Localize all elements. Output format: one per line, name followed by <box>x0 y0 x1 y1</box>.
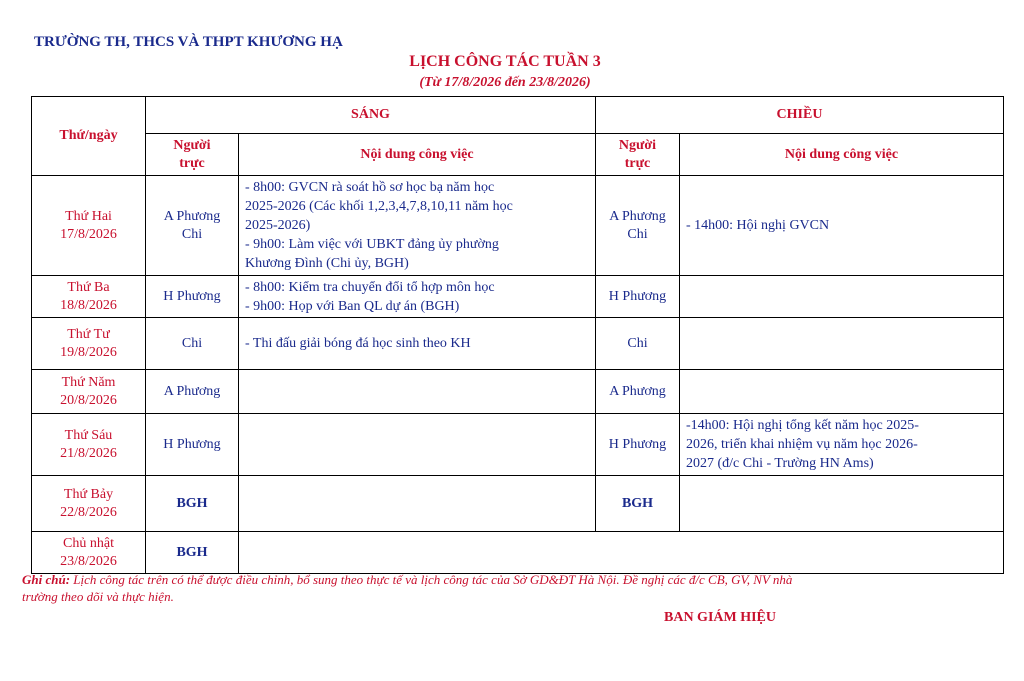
sunday-content <box>239 532 1004 574</box>
table-row <box>32 532 1004 574</box>
header-afternoon: CHIỀU <box>596 97 1004 134</box>
footnote-line: trường theo dõi và thực hiện. <box>22 589 174 604</box>
schedule-title-text: LỊCH CÔNG TÁC TUẦN 3 <box>409 53 601 70</box>
am-content <box>239 370 596 414</box>
am-content <box>239 176 596 276</box>
am-content-line: - 9h00: Họp với Ban QL dự án (BGH) <box>245 298 460 314</box>
pm-duty: A Phương <box>596 370 680 414</box>
pm-content-line: 2027 (đ/c Chi - Trường HN Ams) <box>686 456 874 471</box>
day-date: 17/8/2026 <box>60 226 117 242</box>
day-name: Thứ Ba <box>67 279 110 295</box>
day-name: Thứ Sáu <box>64 427 113 443</box>
day-name: Thứ Hai <box>65 208 112 224</box>
am-content-line: - Thi đấu giải bóng đá học sinh theo KH <box>245 336 471 351</box>
am-duty: BGH <box>146 532 239 574</box>
am-duty: BGH <box>146 476 239 532</box>
day-name: Thứ Tư <box>67 326 110 342</box>
table-row <box>32 318 1004 370</box>
am-content-line: - 8h00: GVCN rà soát hồ sơ học bạ năm học <box>245 180 495 195</box>
schedule-date-range <box>0 75 1024 91</box>
day-date: 19/8/2026 <box>60 344 117 360</box>
am-content-line: - 9h00: Làm việc với UBKT đảng ủy phường <box>245 237 499 252</box>
pm-duty: Chi <box>596 318 680 370</box>
pm-content <box>680 176 1004 276</box>
schedule-title <box>0 53 1024 71</box>
footnote <box>22 571 1012 605</box>
am-duty-line: A Phương <box>163 208 221 224</box>
school-name: TRƯỜNG TH, THCS VÀ THPT KHƯƠNG HẠ <box>34 34 343 50</box>
row-day <box>32 318 146 370</box>
day-name: Chủ nhật <box>63 535 114 551</box>
header-am-duty-line: Người <box>173 137 211 153</box>
pm-duty: H Phương <box>596 276 680 318</box>
row-day <box>32 532 146 574</box>
header-morning: SÁNG <box>146 97 596 134</box>
am-content <box>239 476 596 532</box>
header-am-duty <box>146 134 239 176</box>
am-duty-line: Chi <box>181 226 203 242</box>
pm-duty-line: A Phương <box>609 208 666 224</box>
day-name: Thứ Năm <box>61 374 116 390</box>
am-content <box>239 276 596 318</box>
header-pm-duty-line: Người <box>618 137 657 153</box>
day-name: Thứ Bảy <box>63 486 114 502</box>
am-duty: Chi <box>146 318 239 370</box>
am-duty: H Phương <box>146 414 239 476</box>
am-content-line: Khương Đình (Chi ủy, BGH) <box>245 256 409 271</box>
pm-content <box>680 370 1004 414</box>
day-date: 20/8/2026 <box>60 392 117 408</box>
table-row <box>32 370 1004 414</box>
am-content-line: - 8h00: Kiểm tra chuyển đổi tổ hợp môn học <box>245 279 495 295</box>
pm-duty <box>596 176 680 276</box>
header-day: Thứ/ngày <box>32 97 146 176</box>
row-day <box>32 370 146 414</box>
row-day <box>32 414 146 476</box>
pm-content-line: - 14h00: Hội nghị GVCN <box>686 218 830 233</box>
am-duty: H Phương <box>146 276 239 318</box>
day-date: 22/8/2026 <box>60 504 117 520</box>
signature: BAN GIÁM HIỆU <box>664 610 777 625</box>
table-row <box>32 414 1004 476</box>
date-range-text: (Từ 17/8/2026 đến 23/8/2026) <box>419 75 591 90</box>
header-pm-duty-line: trực <box>624 155 651 171</box>
header-am-content: Nội dung công việc <box>239 134 596 176</box>
pm-content-line: -14h00: Hội nghị tổng kết năm học 2025- <box>686 418 919 433</box>
header-pm-duty <box>596 134 680 176</box>
am-content-line: 2025-2026 (Các khối 1,2,3,4,7,8,10,11 năm học <box>245 199 513 214</box>
pm-duty: BGH <box>596 476 680 532</box>
footnote-line <box>22 571 1012 588</box>
schedule-table <box>31 96 1004 574</box>
table-row <box>32 176 1004 276</box>
pm-duty-line: Chi <box>627 226 648 242</box>
row-day <box>32 276 146 318</box>
header-pm-content: Nội dung công việc <box>680 134 1004 176</box>
header-am-duty-line: trực <box>179 155 205 171</box>
day-date: 23/8/2026 <box>60 553 117 569</box>
day-date: 21/8/2026 <box>60 445 117 461</box>
pm-content-line: 2026, triển khai nhiệm vụ năm học 2026- <box>686 437 918 452</box>
pm-content <box>680 318 1004 370</box>
row-day <box>32 176 146 276</box>
pm-content <box>680 476 1004 532</box>
pm-content <box>680 414 1004 476</box>
day-date: 18/8/2026 <box>60 297 117 313</box>
row-day <box>32 476 146 532</box>
footnote-label: Ghi chú: <box>22 572 71 587</box>
table-row <box>32 476 1004 532</box>
pm-content <box>680 276 1004 318</box>
table-row <box>32 276 1004 318</box>
pm-duty: H Phương <box>596 414 680 476</box>
am-content <box>239 414 596 476</box>
am-content-line: 2025-2026) <box>245 218 311 233</box>
am-duty: A Phương <box>146 370 239 414</box>
am-content <box>239 318 596 370</box>
footnote-text: Lịch công tác trên có thể được điều chỉnh, bổ sung theo thực tế và lịch công tác của Sở GD&ĐT Hà Nội. Đề nghị các đ/c CB, GV, NV nhà <box>70 572 793 587</box>
am-duty <box>146 176 239 276</box>
